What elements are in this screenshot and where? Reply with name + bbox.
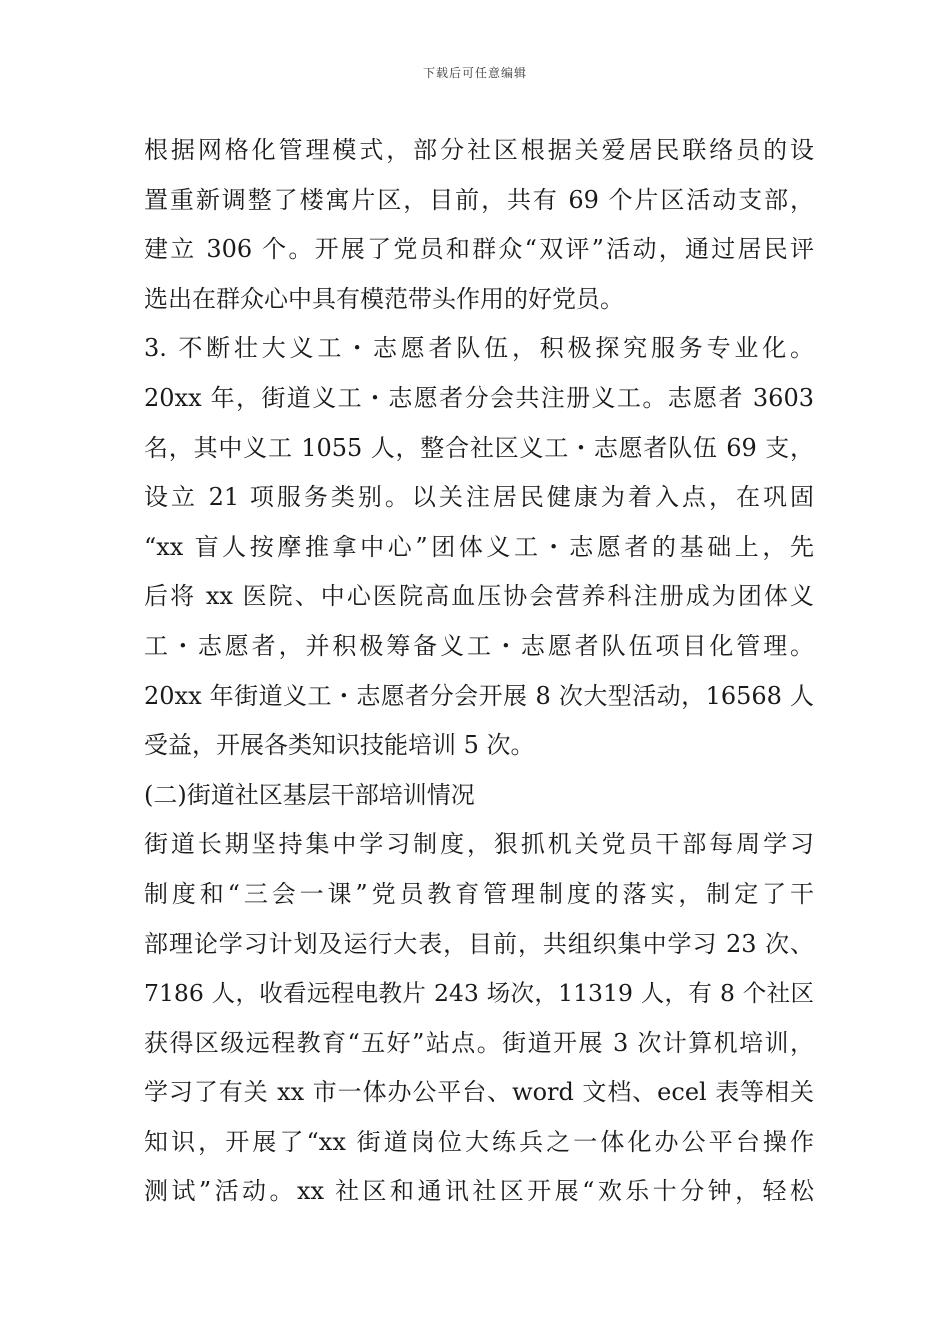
text-line-12: 20xx 年街道义工・志愿者分会开展 8 次大型活动，16568 人	[144, 681, 814, 710]
text-line-15: 街道长期坚持集中学习制度，狠抓机关党员干部每周学习	[144, 830, 814, 859]
text-line-6: 20xx 年，街道义工・志愿者分会共注册义工。志愿者 3603	[144, 383, 814, 412]
text-line-19: 获得区级远程教育“五好”站点。街道开展 3 次计算机培训，	[144, 1028, 814, 1057]
text-line-1: 根据网格化管理模式，部分社区根据关爱居民联络员的设	[144, 136, 814, 164]
body-text	[144, 126, 814, 1217]
text-line-8: 设立 21 项服务类别。以关注居民健康为着入点，在巩固	[144, 483, 814, 512]
text-line-2: 置重新调整了楼寓片区，目前，共有 69 个片区活动支部，	[144, 185, 814, 214]
text-line-3: 建立 306 个。开展了党员和群众“双评”活动，通过居民评	[144, 235, 814, 264]
text-line-5: 3. 不断壮大义工・志愿者队伍，积极探究服务专业化。	[144, 334, 814, 363]
text-line-10: 后将 xx 医院、中心医院高血压协会营养科注册成为团体义	[144, 582, 814, 611]
text-line-16: 制度和“三会一课”党员教育管理制度的落实，制定了干	[144, 879, 814, 908]
text-line-9: “xx 盲人按摩推拿中心”团体义工・志愿者的基础上，先	[144, 532, 814, 561]
text-line-13: 受益，开展各类知识技能培训 5 次。	[144, 731, 535, 760]
text-line-21: 知识，开展了“xx 街道岗位大练兵之一体化办公平台操作	[144, 1127, 814, 1156]
text-line-22: 测试”活动。xx 社区和通讯社区开展“欢乐十分钟，轻松	[144, 1177, 814, 1206]
text-line-4: 选出在群众心中具有模范带头作用的好党员。	[144, 284, 624, 313]
text-line-17: 部理论学习计划及运行大表，目前，共组织集中学习 23 次、	[144, 929, 814, 958]
section-heading: (二)街道社区基层干部培训情况	[144, 780, 475, 809]
text-line-18: 7186 人，收看远程电教片 243 场次，11319 人，有 8 个社区	[144, 979, 814, 1008]
text-line-7: 名，其中义工 1055 人，整合社区义工・志愿者队伍 69 支，	[144, 433, 814, 462]
page-header: 下载后可任意编辑	[422, 66, 527, 80]
text-line-11: 工・志愿者，并积极筹备义工・志愿者队伍项目化管理。	[144, 631, 814, 660]
text-line-20: 学习了有关 xx 市一体办公平台、word 文档、ecel 表等相关	[144, 1078, 814, 1107]
